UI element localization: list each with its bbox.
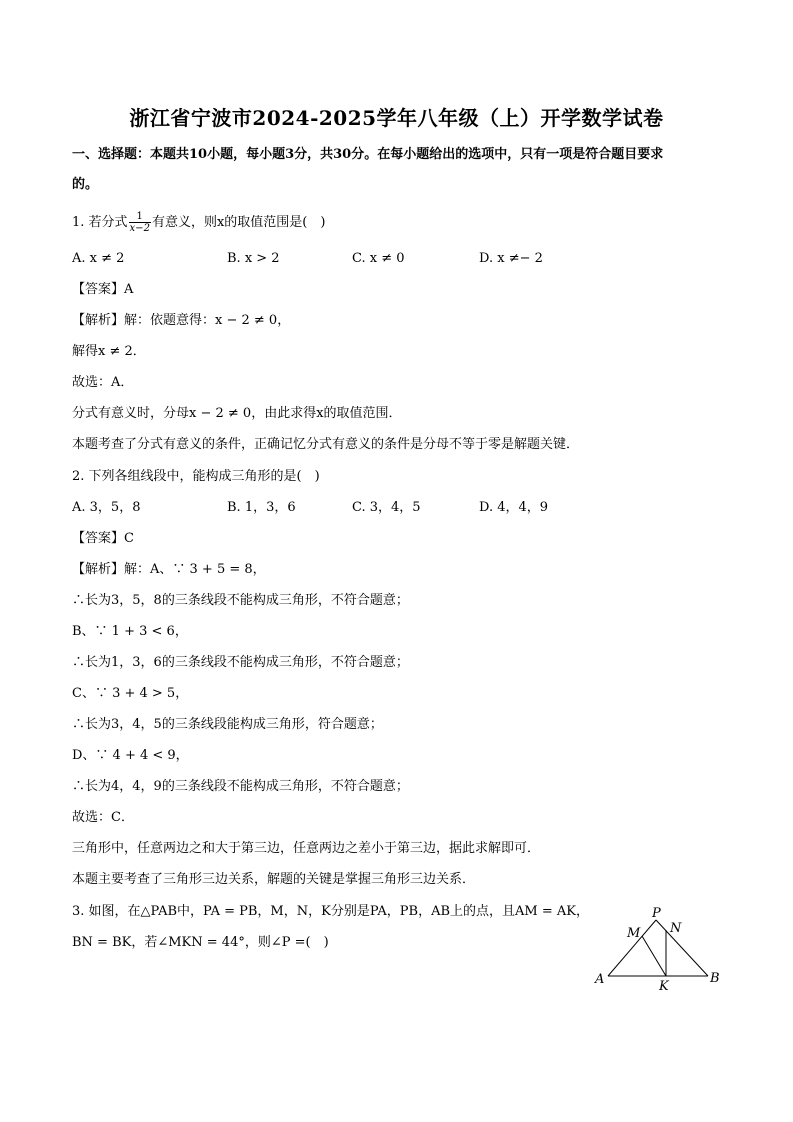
q2-analysis-line: 故选：C． [72,810,134,825]
label-p: P [652,906,661,921]
q1-analysis-line: 分式有意义时，分母x − 2 ≠ 0，由此求得x的取值范围． [72,406,402,421]
q1-stem-prefix: 1. 若分式 [72,215,128,230]
q3-stem-cont: BN = BK，若∠MKN = 44°，则∠P =( ) [72,935,329,950]
q1-stem [72,211,325,234]
q2-analysis-line: B、∵ 1 + 3 < 6， [72,624,188,639]
q2-analysis-line: ∴长为1，3，6的三条线段不能构成三角形，不符合题意； [72,655,409,670]
q1-option-b: B. x > 2 [227,251,280,266]
q2-analysis-line: 【解析】解：A、∵ 3 + 5 = 8， [72,562,266,577]
q1-analysis-line: 本题考查了分式有意义的条件，正确记忆分式有意义的条件是分母不等于零是解题关键． [72,437,580,452]
q1-analysis-line: 解得x ≠ 2． [72,344,146,359]
q1-stem-suffix: 有意义，则x的取值范围是( ) [151,215,326,230]
label-m: M [627,926,641,941]
q1-fraction [129,211,151,234]
q2-analysis-line: D、∵ 4 + 4 < 9， [72,748,189,763]
q1-analysis-line: 【解析】解：依题意得：x − 2 ≠ 0， [72,313,291,328]
label-b: B [710,971,720,986]
q2-option-c: C. 3，4，5 [352,500,421,515]
q2-analysis-line: ∴长为4，4，9的三条线段不能构成三角形，不符合题意； [72,779,409,794]
q2-option-b: B. 1，3，6 [227,500,296,515]
q2-analysis-line: ∴长为3，5，8的三条线段不能构成三角形，不符合题意； [72,593,409,608]
label-a: A [595,972,605,987]
label-n: N [670,921,682,936]
q2-analysis-line: 三角形中，任意两边之和大于第三边，任意两边之差小于第三边，据此求解即可． [72,841,541,856]
q2-analysis-line: ∴长为3，4，5的三条线段能构成三角形，符合题意； [72,717,383,732]
q2-analysis-line: C、∵ 3 + 4 > 5， [72,686,189,701]
q2-option-a: A. 3，5，8 [72,500,141,515]
q1-analysis-line: 故选：A． [72,375,134,390]
q2-stem: 2. 下列各组线段中，能构成三角形的是( ) [72,469,320,484]
segment-pb [656,920,708,976]
segment-mk [642,936,666,976]
q3-stem: 3. 如图，在△PAB中，PA = PB，M，N，K分别是PA，PB，AB上的点，且AM = AK， [72,904,589,919]
section1-instructions-cont: 的。 [72,177,99,192]
paper-title: 浙江省宁波市2024-2025学年八年级（上）开学数学试卷 [129,106,664,130]
q3-triangle-figure [590,902,725,994]
q1-option-a: A. x ≠ 2 [72,251,125,266]
q1-fraction-numerator: 1 [129,211,151,223]
q1-option-c: C. x ≠ 0 [352,251,405,266]
q1-fraction-denominator: x−2 [129,223,150,234]
q2-analysis-line: 本题主要考查了三角形三边关系，解题的关键是掌握三角形三边关系． [72,872,476,887]
label-k: K [659,979,669,994]
q2-answer: 【答案】C [72,531,134,546]
q1-answer: 【答案】A [72,282,134,297]
section1-instructions: 一、选择题：本题共10小题，每小题3分，共30分。在每小题给出的选项中，只有一项是符合题目要求 [72,147,664,162]
q2-option-d: D. 4，4，9 [479,500,549,515]
q1-option-d: D. x ≠− 2 [479,251,543,266]
